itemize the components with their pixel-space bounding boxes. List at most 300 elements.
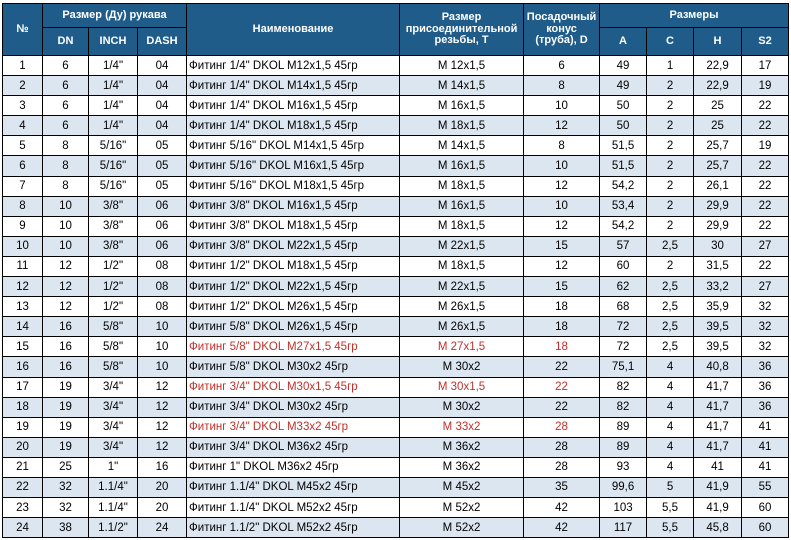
row-num-cell: 7: [3, 176, 43, 196]
thread-cell: M 22x1,5: [400, 277, 524, 297]
name-cell: Фитинг 5/16" DKOL M18x1,5 45гр: [187, 176, 400, 196]
c-cell: 2: [647, 196, 694, 216]
c-cell: 2: [647, 76, 694, 96]
c-cell: 5,5: [647, 498, 694, 518]
dash-cell: 12: [138, 377, 187, 397]
table-row: [3, 317, 789, 337]
h-cell: 39,5: [694, 337, 742, 357]
dash-cell: 05: [138, 176, 187, 196]
h-cell: 33,2: [694, 277, 742, 297]
row-num-cell: 11: [3, 256, 43, 276]
table-row: [3, 236, 789, 256]
dash-cell: 06: [138, 196, 187, 216]
s2-cell: 36: [742, 377, 789, 397]
dash-cell: 04: [138, 116, 187, 136]
c-cell: 2: [647, 156, 694, 176]
header-thread-size: Размер присоединительной резьбы, T: [400, 4, 524, 56]
dn-cell: 8: [43, 136, 89, 156]
s2-cell: 36: [742, 357, 789, 377]
dn-cell: 16: [43, 337, 89, 357]
name-cell: Фитинг 1/4" DKOL M18x1,5 45гр: [187, 116, 400, 136]
inch-cell: 3/8": [89, 236, 138, 256]
a-cell: 53,4: [600, 196, 647, 216]
a-cell: 72: [600, 317, 647, 337]
dash-cell: 10: [138, 337, 187, 357]
dash-cell: 05: [138, 136, 187, 156]
c-cell: 2: [647, 96, 694, 116]
header-h: H: [694, 28, 742, 56]
a-cell: 68: [600, 297, 647, 317]
cone-cell: 18: [524, 337, 600, 357]
inch-cell: 1/4": [89, 76, 138, 96]
dash-cell: 04: [138, 76, 187, 96]
name-cell: Фитинг 5/8" DKOL M27x1,5 45гр: [187, 337, 400, 357]
inch-cell: 3/4": [89, 417, 138, 437]
row-num-cell: 19: [3, 417, 43, 437]
thread-cell: M 27x1,5: [400, 337, 524, 357]
a-cell: 89: [600, 417, 647, 437]
name-cell: Фитинг 3/4" DKOL M30x2 45гр: [187, 397, 400, 417]
c-cell: 2: [647, 136, 694, 156]
s2-cell: 22: [742, 256, 789, 276]
c-cell: 2: [647, 176, 694, 196]
dn-cell: 6: [43, 96, 89, 116]
a-cell: 93: [600, 457, 647, 477]
row-num-cell: 10: [3, 236, 43, 256]
table-row: [3, 256, 789, 276]
table-row: [3, 277, 789, 297]
dn-cell: 8: [43, 156, 89, 176]
dn-cell: 12: [43, 277, 89, 297]
thread-cell: M 26x1,5: [400, 297, 524, 317]
h-cell: 41,7: [694, 417, 742, 437]
cone-cell: 12: [524, 176, 600, 196]
name-cell: Фитинг 3/8" DKOL M18x1,5 45гр: [187, 216, 400, 236]
c-cell: 4: [647, 457, 694, 477]
name-cell: Фитинг 3/4" DKOL M30x1,5 45гр: [187, 377, 400, 397]
dash-cell: 10: [138, 317, 187, 337]
dn-cell: 8: [43, 176, 89, 196]
row-num-cell: 1: [3, 56, 43, 76]
h-cell: 31,5: [694, 256, 742, 276]
dn-cell: 12: [43, 256, 89, 276]
s2-cell: 41: [742, 457, 789, 477]
c-cell: 2,5: [647, 277, 694, 297]
table-row: [3, 498, 789, 518]
row-num-cell: 17: [3, 377, 43, 397]
h-cell: 35,9: [694, 297, 742, 317]
h-cell: 41,9: [694, 498, 742, 518]
row-num-cell: 13: [3, 297, 43, 317]
name-cell: Фитинг 3/8" DKOL M22x1,5 45гр: [187, 236, 400, 256]
dn-cell: 6: [43, 76, 89, 96]
dn-cell: 10: [43, 236, 89, 256]
table-row: [3, 156, 789, 176]
h-cell: 25,7: [694, 156, 742, 176]
cone-cell: 42: [524, 498, 600, 518]
dash-cell: 08: [138, 297, 187, 317]
cone-cell: 18: [524, 297, 600, 317]
name-cell: Фитинг 5/8" DKOL M26x1,5 45гр: [187, 317, 400, 337]
cone-cell: 6: [524, 56, 600, 76]
header-dims: Размеры: [600, 4, 789, 28]
inch-cell: 5/16": [89, 136, 138, 156]
thread-cell: M 52x2: [400, 498, 524, 518]
table-row: [3, 357, 789, 377]
table-row: [3, 196, 789, 216]
a-cell: 50: [600, 116, 647, 136]
thread-cell: M 30x2: [400, 397, 524, 417]
table-row: [3, 457, 789, 477]
dash-cell: 12: [138, 397, 187, 417]
s2-cell: 36: [742, 397, 789, 417]
header-inch: INCH: [89, 28, 138, 56]
inch-cell: 1/4": [89, 56, 138, 76]
s2-cell: 22: [742, 156, 789, 176]
s2-cell: 22: [742, 216, 789, 236]
thread-cell: M 36x2: [400, 457, 524, 477]
s2-cell: 22: [742, 196, 789, 216]
table-row: [3, 96, 789, 116]
row-num-cell: 24: [3, 518, 43, 538]
a-cell: 72: [600, 337, 647, 357]
row-num-cell: 22: [3, 477, 43, 497]
s2-cell: 55: [742, 477, 789, 497]
cone-cell: 18: [524, 317, 600, 337]
name-cell: Фитинг 1" DKOL M36x2 45гр: [187, 457, 400, 477]
table-row: [3, 397, 789, 417]
dash-cell: 10: [138, 357, 187, 377]
h-cell: 41,9: [694, 477, 742, 497]
table-row: [3, 477, 789, 497]
a-cell: 51,5: [600, 136, 647, 156]
inch-cell: 3/8": [89, 216, 138, 236]
a-cell: 57: [600, 236, 647, 256]
inch-cell: 3/4": [89, 377, 138, 397]
row-num-cell: 23: [3, 498, 43, 518]
a-cell: 103: [600, 498, 647, 518]
h-cell: 29,9: [694, 196, 742, 216]
row-num-cell: 4: [3, 116, 43, 136]
cone-cell: 28: [524, 457, 600, 477]
inch-cell: 1": [89, 457, 138, 477]
header-dash: DASH: [138, 28, 187, 56]
dash-cell: 16: [138, 457, 187, 477]
dash-cell: 04: [138, 96, 187, 116]
inch-cell: 1.1/4": [89, 477, 138, 497]
table-row: [3, 176, 789, 196]
s2-cell: 41: [742, 417, 789, 437]
s2-cell: 22: [742, 96, 789, 116]
row-num-cell: 16: [3, 357, 43, 377]
inch-cell: 3/4": [89, 397, 138, 417]
thread-cell: M 16x1,5: [400, 196, 524, 216]
inch-cell: 3/8": [89, 196, 138, 216]
a-cell: 54,2: [600, 176, 647, 196]
dash-cell: 04: [138, 56, 187, 76]
dash-cell: 08: [138, 277, 187, 297]
cone-cell: 28: [524, 417, 600, 437]
inch-cell: 1/4": [89, 96, 138, 116]
cone-cell: 12: [524, 256, 600, 276]
inch-cell: 3/4": [89, 437, 138, 457]
dn-cell: 19: [43, 437, 89, 457]
dn-cell: 6: [43, 116, 89, 136]
h-cell: 30: [694, 236, 742, 256]
row-num-cell: 15: [3, 337, 43, 357]
inch-cell: 1.1/2": [89, 518, 138, 538]
c-cell: 4: [647, 437, 694, 457]
dash-cell: 06: [138, 216, 187, 236]
row-num-cell: 2: [3, 76, 43, 96]
row-num-cell: 6: [3, 156, 43, 176]
table-row: [3, 216, 789, 236]
header-s2: S2: [742, 28, 789, 56]
c-cell: 4: [647, 357, 694, 377]
name-cell: Фитинг 1/2" DKOL M18x1,5 45гр: [187, 256, 400, 276]
inch-cell: 5/8": [89, 337, 138, 357]
h-cell: 29,9: [694, 216, 742, 236]
c-cell: 5,5: [647, 518, 694, 538]
dash-cell: 20: [138, 477, 187, 497]
table-row: [3, 56, 789, 76]
name-cell: Фитинг 1/2" DKOL M22x1,5 45гр: [187, 277, 400, 297]
h-cell: 22,9: [694, 56, 742, 76]
c-cell: 4: [647, 417, 694, 437]
dn-cell: 32: [43, 498, 89, 518]
cone-cell: 22: [524, 357, 600, 377]
c-cell: 5: [647, 477, 694, 497]
cone-cell: 10: [524, 96, 600, 116]
table-row: [3, 417, 789, 437]
dn-cell: 32: [43, 477, 89, 497]
header-name: Наименование: [187, 4, 400, 56]
dn-cell: 19: [43, 417, 89, 437]
dn-cell: 12: [43, 297, 89, 317]
inch-cell: 5/8": [89, 317, 138, 337]
h-cell: 22,9: [694, 76, 742, 96]
thread-cell: M 14x1,5: [400, 76, 524, 96]
dn-cell: 16: [43, 357, 89, 377]
inch-cell: 1/2": [89, 297, 138, 317]
thread-cell: M 16x1,5: [400, 156, 524, 176]
name-cell: Фитинг 5/16" DKOL M16x1,5 45гр: [187, 156, 400, 176]
thread-cell: M 36x2: [400, 437, 524, 457]
dn-cell: 25: [43, 457, 89, 477]
dash-cell: 08: [138, 256, 187, 276]
name-cell: Фитинг 5/16" DKOL M14x1,5 45гр: [187, 136, 400, 156]
a-cell: 60: [600, 256, 647, 276]
thread-cell: M 26x1,5: [400, 317, 524, 337]
thread-cell: M 45x2: [400, 477, 524, 497]
dash-cell: 12: [138, 437, 187, 457]
inch-cell: 1/2": [89, 277, 138, 297]
thread-cell: M 14x1,5: [400, 136, 524, 156]
cone-cell: 8: [524, 136, 600, 156]
a-cell: 75,1: [600, 357, 647, 377]
thread-cell: M 18x1,5: [400, 216, 524, 236]
s2-cell: 32: [742, 317, 789, 337]
row-num-cell: 20: [3, 437, 43, 457]
h-cell: 41,7: [694, 397, 742, 417]
row-num-cell: 18: [3, 397, 43, 417]
name-cell: Фитинг 1.1/2" DKOL M52x2 45гр: [187, 518, 400, 538]
cone-cell: 42: [524, 518, 600, 538]
thread-cell: M 18x1,5: [400, 176, 524, 196]
table-row: [3, 297, 789, 317]
c-cell: 2: [647, 256, 694, 276]
thread-cell: M 18x1,5: [400, 116, 524, 136]
a-cell: 117: [600, 518, 647, 538]
cone-cell: 12: [524, 216, 600, 236]
inch-cell: 5/8": [89, 357, 138, 377]
dash-cell: 24: [138, 518, 187, 538]
a-cell: 62: [600, 277, 647, 297]
s2-cell: 32: [742, 337, 789, 357]
row-num-cell: 21: [3, 457, 43, 477]
thread-cell: M 33x2: [400, 417, 524, 437]
dash-cell: 20: [138, 498, 187, 518]
name-cell: Фитинг 1/4" DKOL M12x1,5 45гр: [187, 56, 400, 76]
cone-cell: 10: [524, 196, 600, 216]
s2-cell: 60: [742, 518, 789, 538]
cone-cell: 22: [524, 377, 600, 397]
name-cell: Фитинг 3/4" DKOL M36x2 45гр: [187, 437, 400, 457]
h-cell: 41: [694, 457, 742, 477]
cone-cell: 28: [524, 437, 600, 457]
thread-cell: M 30x1,5: [400, 377, 524, 397]
a-cell: 54,2: [600, 216, 647, 236]
cone-cell: 10: [524, 156, 600, 176]
c-cell: 2: [647, 216, 694, 236]
dn-cell: 10: [43, 216, 89, 236]
inch-cell: 1/4": [89, 116, 138, 136]
c-cell: 2,5: [647, 317, 694, 337]
h-cell: 25: [694, 116, 742, 136]
s2-cell: 27: [742, 236, 789, 256]
s2-cell: 17: [742, 56, 789, 76]
inch-cell: 5/16": [89, 176, 138, 196]
header-sleeve-size: Размер (Ду) рукава: [43, 4, 187, 28]
row-num-cell: 12: [3, 277, 43, 297]
thread-cell: M 12x1,5: [400, 56, 524, 76]
dn-cell: 19: [43, 397, 89, 417]
name-cell: Фитинг 1/4" DKOL M16x1,5 45гр: [187, 96, 400, 116]
row-num-cell: 9: [3, 216, 43, 236]
c-cell: 4: [647, 397, 694, 417]
s2-cell: 19: [742, 136, 789, 156]
s2-cell: 27: [742, 277, 789, 297]
s2-cell: 60: [742, 498, 789, 518]
dn-cell: 16: [43, 317, 89, 337]
h-cell: 39,5: [694, 317, 742, 337]
h-cell: 41,7: [694, 437, 742, 457]
dn-cell: 19: [43, 377, 89, 397]
dn-cell: 38: [43, 518, 89, 538]
row-num-cell: 3: [3, 96, 43, 116]
a-cell: 49: [600, 56, 647, 76]
dash-cell: 06: [138, 236, 187, 256]
s2-cell: 22: [742, 116, 789, 136]
a-cell: 49: [600, 76, 647, 96]
cone-cell: 35: [524, 477, 600, 497]
name-cell: Фитинг 5/8" DKOL M30x2 45гр: [187, 357, 400, 377]
table-row: [3, 136, 789, 156]
name-cell: Фитинг 1/2" DKOL M26x1,5 45гр: [187, 297, 400, 317]
c-cell: 2: [647, 116, 694, 136]
cone-cell: 15: [524, 236, 600, 256]
row-num-cell: 8: [3, 196, 43, 216]
inch-cell: 1/2": [89, 256, 138, 276]
table-row: [3, 116, 789, 136]
dn-cell: 6: [43, 56, 89, 76]
a-cell: 50: [600, 96, 647, 116]
header-c: C: [647, 28, 694, 56]
c-cell: 2,5: [647, 297, 694, 317]
h-cell: 25,7: [694, 136, 742, 156]
s2-cell: 19: [742, 76, 789, 96]
c-cell: 1: [647, 56, 694, 76]
h-cell: 45,8: [694, 518, 742, 538]
thread-cell: M 30x2: [400, 357, 524, 377]
dash-cell: 05: [138, 156, 187, 176]
name-cell: Фитинг 3/8" DKOL M16x1,5 45гр: [187, 196, 400, 216]
table-body: [3, 56, 789, 538]
header-cone: Посадочный конус (труба), D: [524, 4, 600, 56]
c-cell: 2,5: [647, 236, 694, 256]
inch-cell: 5/16": [89, 156, 138, 176]
name-cell: Фитинг 1.1/4" DKOL M52x2 45гр: [187, 498, 400, 518]
table-row: [3, 76, 789, 96]
c-cell: 4: [647, 377, 694, 397]
cone-cell: 22: [524, 397, 600, 417]
thread-cell: M 22x1,5: [400, 236, 524, 256]
a-cell: 51,5: [600, 156, 647, 176]
row-num-cell: 14: [3, 317, 43, 337]
name-cell: Фитинг 1.1/4" DKOL M45x2 45гр: [187, 477, 400, 497]
name-cell: Фитинг 1/4" DKOL M14x1,5 45гр: [187, 76, 400, 96]
c-cell: 2,5: [647, 337, 694, 357]
h-cell: 41,7: [694, 377, 742, 397]
cone-cell: 12: [524, 116, 600, 136]
s2-cell: 32: [742, 297, 789, 317]
h-cell: 26,1: [694, 176, 742, 196]
a-cell: 82: [600, 397, 647, 417]
cone-cell: 15: [524, 277, 600, 297]
a-cell: 89: [600, 437, 647, 457]
cone-cell: 8: [524, 76, 600, 96]
row-num-cell: 5: [3, 136, 43, 156]
fittings-spec-table: [2, 3, 789, 538]
a-cell: 82: [600, 377, 647, 397]
thread-cell: M 16x1,5: [400, 96, 524, 116]
a-cell: 99,6: [600, 477, 647, 497]
name-cell: Фитинг 3/4" DKOL M33x2 45гр: [187, 417, 400, 437]
thread-cell: M 52x2: [400, 518, 524, 538]
table-row: [3, 377, 789, 397]
dn-cell: 10: [43, 196, 89, 216]
table-header: [3, 4, 789, 56]
s2-cell: 22: [742, 176, 789, 196]
table-row: [3, 337, 789, 357]
header-num: №: [3, 4, 43, 56]
h-cell: 25: [694, 96, 742, 116]
table-row: [3, 437, 789, 457]
inch-cell: 1.1/4": [89, 498, 138, 518]
header-a: A: [600, 28, 647, 56]
thread-cell: M 18x1,5: [400, 256, 524, 276]
table-row: [3, 518, 789, 538]
